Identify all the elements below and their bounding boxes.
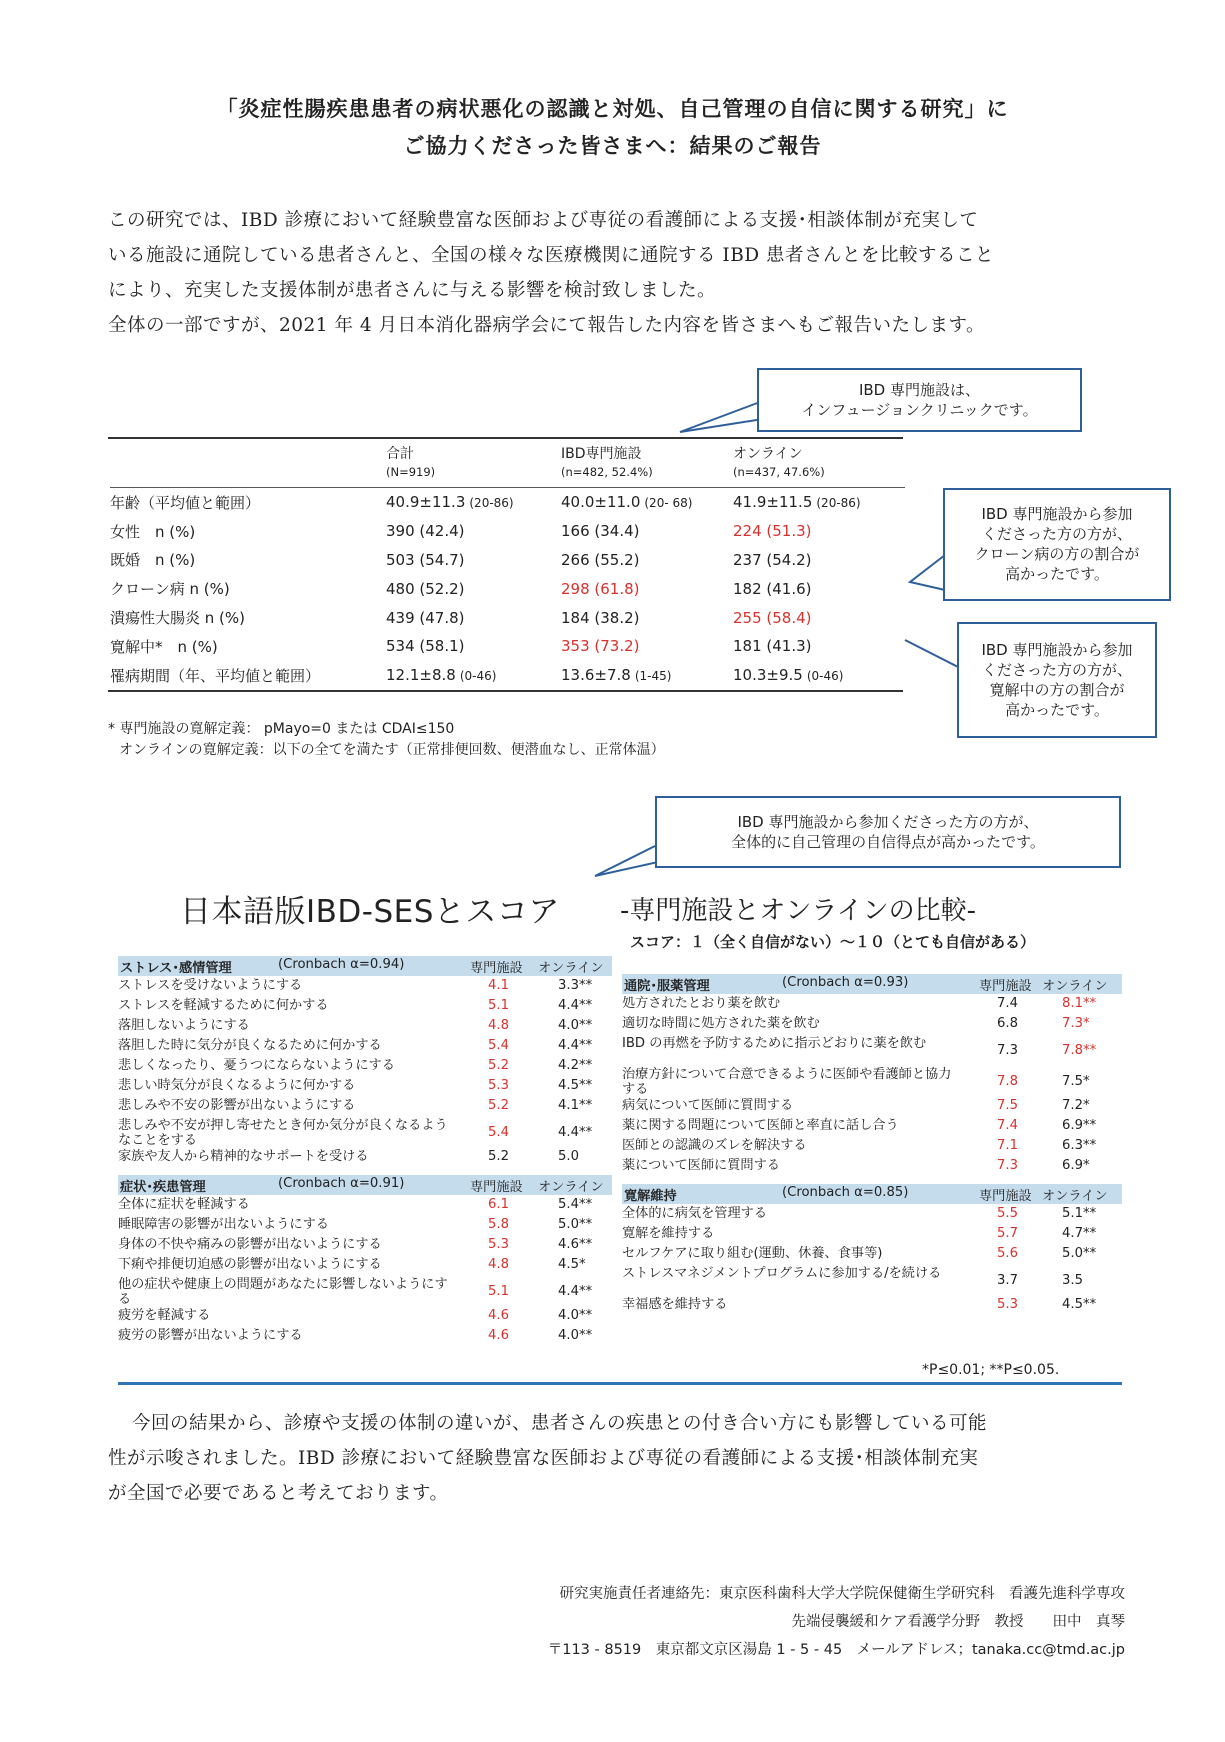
ses-section <box>118 1175 612 1346</box>
report-title-line2: ご協力くださった皆さまへ：結果のご報告 <box>403 134 822 158</box>
ses-item-row <box>622 1244 1122 1264</box>
demographics-table <box>110 439 905 690</box>
callout-text: くださった方の方が、 <box>981 525 1132 543</box>
demo-cell-label: 罹病期間（年、平均値と範囲） <box>110 666 321 685</box>
ses-item-row <box>622 1156 1122 1176</box>
ses-section-header <box>118 1175 612 1195</box>
contact-footer <box>225 1580 1125 1664</box>
footer-line2: 先端侵襲緩和ケア看護学分野 教授 田中 真琴 <box>791 1614 1125 1630</box>
ses-item-online-score: 4.6** <box>558 1237 593 1252</box>
ses-section-name: 寛解維持 <box>624 1189 677 1204</box>
callout-crohn <box>943 488 1171 601</box>
ses-item-online-score: 8.1** <box>1062 996 1097 1011</box>
ses-item-row <box>118 996 612 1016</box>
ses-item-label: 幸福感を維持する <box>622 1297 728 1312</box>
ses-col-online: オンライン <box>1042 979 1108 994</box>
intro-line: いる施設に通院している患者さんと、全国の様々な医療機関に通院する IBD 患者さんとを比較すること <box>108 245 995 266</box>
ses-item-label: 身体の不快や痛みの影響が出ないようにする <box>118 1237 382 1252</box>
ses-item-ibd-score: 4.8 <box>488 1018 509 1033</box>
ses-item-online-score: 4.0** <box>558 1308 593 1323</box>
demo-header-ibd: IBD専門施設 (n=482, 52.4%) <box>561 446 653 479</box>
ses-item-ibd-score: 5.3 <box>997 1297 1018 1312</box>
ses-item-ibd-score: 7.4 <box>997 996 1018 1011</box>
ses-item-online-score: 5.0** <box>558 1217 593 1232</box>
ses-item-ibd-score: 5.3 <box>488 1078 509 1093</box>
ses-item-label: 治療方針について合意できるように医師や看護師と協力する <box>622 1067 952 1097</box>
ses-item-label: 家族や友人から精神的なサポートを受ける <box>118 1149 369 1164</box>
ses-item-label: 他の症状や健康上の問題があなたに影響しないようにする <box>118 1277 448 1307</box>
demo-cell-label: 女性 n (%) <box>110 522 196 541</box>
demo-cell-online: 237 (54.2) <box>733 550 812 569</box>
ses-col-online: オンライン <box>538 961 604 976</box>
ses-item-online-score: 4.4** <box>558 998 593 1013</box>
callout-text: クローン病の方の割合が <box>974 545 1140 563</box>
ses-subtitle: -専門施設とオンラインの比較- <box>620 896 976 926</box>
conclusion-line: 性が示唆されました。IBD 診療において経験豊富な医師および専従の看護師による支援･相談体制充実 <box>108 1448 979 1469</box>
demo-cell-online: 41.9±11.5 (20-86) <box>733 493 861 512</box>
demo-cell-ibd: 13.6±7.8 (1-45) <box>561 666 672 685</box>
demo-row <box>110 546 905 575</box>
demo-row <box>110 661 905 690</box>
ses-item-online-score: 6.9** <box>1062 1118 1097 1133</box>
ses-section <box>622 1184 1122 1315</box>
ses-item-online-score: 4.0** <box>558 1328 593 1343</box>
ses-item-row <box>118 1235 612 1255</box>
ses-item-ibd-score: 5.8 <box>488 1217 509 1232</box>
demo-row <box>110 574 905 603</box>
demo-cell-ibd: 353 (73.2) <box>561 637 640 656</box>
ses-item-online-score: 6.9* <box>1062 1158 1090 1173</box>
ses-item-row <box>118 1195 612 1215</box>
ses-item-online-score: 4.4** <box>558 1125 593 1140</box>
demo-cell-total: 439 (47.8) <box>386 608 465 627</box>
ses-section <box>622 974 1122 1176</box>
ses-item-ibd-score: 4.8 <box>488 1257 509 1272</box>
remission-note-line1: * 専門施設の寛解定義： pMayo=0 または CDAI≤150 <box>108 721 455 737</box>
demo-cell-total: 480 (52.2) <box>386 579 465 598</box>
ses-item-label: ストレスを軽減するために何かする <box>118 998 329 1013</box>
ses-item-row <box>118 1096 612 1116</box>
ses-item-row <box>118 1076 612 1096</box>
ses-item-ibd-score: 7.3 <box>997 1158 1018 1173</box>
ses-item-row <box>622 1224 1122 1244</box>
ses-item-ibd-score: 6.8 <box>997 1016 1018 1031</box>
callout-text: インフュージョンクリニックです。 <box>801 401 1038 419</box>
ses-item-online-score: 5.1** <box>1062 1206 1097 1221</box>
ses-item-label: 悲しみや不安の影響が出ないようにする <box>118 1098 356 1113</box>
ses-item-row <box>622 1096 1122 1116</box>
ses-item-ibd-score: 6.1 <box>488 1197 509 1212</box>
demo-cell-label: 寛解中* n (%) <box>110 637 218 656</box>
demo-row <box>110 632 905 661</box>
ses-item-row <box>622 1034 1122 1065</box>
ses-item-ibd-score: 7.3 <box>997 1043 1018 1058</box>
ses-item-label: 薬に関する問題について医師と率直に話し合う <box>622 1118 899 1133</box>
ses-item-online-score: 7.5* <box>1062 1074 1090 1089</box>
callout-text: IBD 専門施設から参加くださった方の方が、 <box>737 813 1039 831</box>
demo-row <box>110 603 905 632</box>
ses-item-online-score: 4.5** <box>1062 1297 1097 1312</box>
ses-item-label: 全体的に病気を管理する <box>622 1206 768 1221</box>
ses-item-ibd-score: 7.4 <box>997 1118 1018 1133</box>
ses-item-row <box>118 1215 612 1235</box>
demo-row <box>110 517 905 546</box>
ses-item-online-score: 5.4** <box>558 1197 593 1212</box>
ses-section-name: ストレス･感情管理 <box>120 961 232 976</box>
callout-text: 全体的に自己管理の自信得点が高かったです。 <box>731 833 1045 851</box>
ses-item-ibd-score: 7.5 <box>997 1098 1018 1113</box>
callout-text: くださった方の方が、 <box>981 661 1132 679</box>
demo-header-online: オンライン (n=437, 47.6%) <box>733 446 825 479</box>
demo-cell-online: 181 (41.3) <box>733 637 812 656</box>
ses-item-row <box>622 1014 1122 1034</box>
ses-section-alpha: (Cronbach α=0.93) <box>782 975 909 990</box>
callout-text: IBD 専門施設から参加 <box>981 641 1133 659</box>
ses-item-ibd-score: 5.6 <box>997 1246 1018 1261</box>
ses-item-label: IBD の再燃を予防するために指示どおりに薬を飲む <box>622 1036 927 1051</box>
demo-cell-label: 年齢（平均値と範囲） <box>110 493 261 512</box>
ses-item-row <box>118 976 612 996</box>
ses-item-online-score: 4.7** <box>1062 1226 1097 1241</box>
demographics-table-rule-bottom <box>108 690 903 692</box>
ses-item-row <box>118 1036 612 1056</box>
ses-item-ibd-score: 4.6 <box>488 1308 509 1323</box>
ses-item-ibd-score: 5.2 <box>488 1149 509 1164</box>
ses-item-ibd-score: 7.1 <box>997 1138 1018 1153</box>
ses-col-online: オンライン <box>1042 1189 1108 1204</box>
demo-row <box>110 488 905 517</box>
ses-item-ibd-score: 3.7 <box>997 1273 1018 1288</box>
demo-cell-ibd: 184 (38.2) <box>561 608 640 627</box>
ses-item-row <box>118 1306 612 1326</box>
ses-section-header <box>622 1184 1122 1204</box>
ses-item-label: ストレスを受けないようにする <box>118 978 303 993</box>
conclusion-paragraph <box>108 1406 1118 1511</box>
conclusion-line: 今回の結果から、診療や支援の体制の違いが、患者さんの疾患との付き合い方にも影響している可能 <box>132 1413 988 1434</box>
ses-item-row <box>118 1016 612 1036</box>
ses-item-online-score: 7.2* <box>1062 1098 1090 1113</box>
callout-text: IBD 専門施設は、 <box>858 381 981 399</box>
ses-col-ibd: 専門施設 <box>979 979 1032 994</box>
ses-item-label: 悲しくなったり、憂うつにならないようにする <box>118 1058 395 1073</box>
ses-item-label: 処方されたとおり薬を飲む <box>622 996 781 1011</box>
ses-item-ibd-score: 4.1 <box>488 978 509 993</box>
demo-cell-label: クローン病 n (%) <box>110 580 230 599</box>
ses-section-alpha: (Cronbach α=0.91) <box>278 1176 405 1191</box>
ses-item-ibd-score: 5.2 <box>488 1098 509 1113</box>
remission-note <box>108 719 665 761</box>
ses-item-ibd-score: 5.7 <box>997 1226 1018 1241</box>
ses-right-column <box>622 974 1122 1315</box>
report-title-line1: 「炎症性腸疾患患者の病状悪化の認識と対処、自己管理の自信に関する研究」に <box>216 97 1009 121</box>
ses-item-ibd-score: 7.8 <box>997 1074 1018 1089</box>
demo-cell-total: 503 (54.7) <box>386 550 465 569</box>
ses-col-online: オンライン <box>538 1180 604 1195</box>
ses-item-row <box>118 1255 612 1275</box>
demo-cell-ibd: 266 (55.2) <box>561 550 640 569</box>
ses-item-label: 下痢や排便切迫感の影響が出ないようにする <box>118 1257 382 1272</box>
demo-cell-total: 390 (42.4) <box>386 522 465 541</box>
demo-cell-online: 224 (51.3) <box>733 522 812 541</box>
demo-cell-online: 10.3±9.5 (0-46) <box>733 666 844 685</box>
demo-cell-total: 12.1±8.8 (0-46) <box>386 666 497 685</box>
ses-item-label: 悲しい時気分が良くなるように何かする <box>118 1078 356 1093</box>
intro-line: 全体の一部ですが、2021 年 4 月日本消化器病学会にて報告した内容を皆さまへもご報告いたします。 <box>108 315 986 336</box>
callout-selfmgmt <box>655 796 1121 868</box>
callout-text: 高かったです。 <box>1005 565 1109 583</box>
demo-cell-label: 潰瘍性大腸炎 n (%) <box>110 609 246 628</box>
ses-item-row <box>622 994 1122 1014</box>
ses-item-label: 睡眠障害の影響が出ないようにする <box>118 1217 329 1232</box>
ses-item-online-score: 4.4** <box>558 1284 593 1299</box>
ses-item-row <box>118 1275 612 1306</box>
ses-item-label: ストレスマネジメントプログラムに参加する/を続ける <box>622 1266 942 1281</box>
ses-item-ibd-score: 4.6 <box>488 1328 509 1343</box>
ses-item-ibd-score: 5.4 <box>488 1038 509 1053</box>
ses-item-ibd-score: 5.1 <box>488 998 509 1013</box>
demo-cell-ibd: 40.0±11.0 (20- 68) <box>561 493 693 512</box>
ses-item-online-score: 4.5** <box>558 1078 593 1093</box>
ses-col-ibd: 専門施設 <box>979 1189 1032 1204</box>
ses-item-online-score: 5.0 <box>558 1149 579 1164</box>
ses-item-label: 落胆しないようにする <box>118 1018 250 1033</box>
ses-item-label: 病気について医師に質問する <box>622 1098 794 1113</box>
footer-line3: 〒113 - 8519 東京都文京区湯島 1 - 5 - 45 メールアドレス；tanaka.cc@tmd.ac.jp <box>547 1642 1125 1658</box>
ses-item-label: 悲しみや不安が押し寄せたとき何か気分が良くなるようなことをする <box>118 1118 448 1148</box>
ses-item-label: セルフケアに取り組む(運動、休養、食事等) <box>622 1246 883 1261</box>
demo-cell-ibd: 166 (34.4) <box>561 522 640 541</box>
ses-col-ibd: 専門施設 <box>470 961 523 976</box>
p-value-note: *P≤0.01; **P≤0.05. <box>922 1362 1060 1378</box>
ses-item-online-score: 7.8** <box>1062 1043 1097 1058</box>
ses-item-ibd-score: 5.5 <box>997 1206 1018 1221</box>
remission-note-line2: オンラインの寛解定義：以下の全てを満たす（正常排便回数、便潜血なし、正常体温） <box>119 742 665 758</box>
ses-item-online-score: 4.2** <box>558 1058 593 1073</box>
ses-item-label: 疲労の影響が出ないようにする <box>118 1328 303 1343</box>
conclusion-line: が全国で必要であると考えております。 <box>108 1483 449 1504</box>
demo-cell-online: 255 (58.4) <box>733 608 812 627</box>
ses-item-label: 薬について医師に質問する <box>622 1158 780 1173</box>
ses-section-header <box>118 956 612 976</box>
ses-item-online-score: 6.3** <box>1062 1138 1097 1153</box>
demo-cell-total: 40.9±11.3 (20-86) <box>386 493 514 512</box>
intro-line: この研究では、IBD 診療において経験豊富な医師および専従の看護師による支援･相談体制が充実して <box>108 210 979 231</box>
ses-item-row <box>118 1147 612 1167</box>
ses-item-ibd-score: 5.3 <box>488 1237 509 1252</box>
ses-item-online-score: 5.0** <box>1062 1246 1097 1261</box>
demo-cell-ibd: 298 (61.8) <box>561 579 640 598</box>
ses-item-label: 疲労を軽減する <box>118 1308 211 1323</box>
ses-title: 日本語版IBD-SESとスコア <box>180 894 560 930</box>
ses-section-alpha: (Cronbach α=0.85) <box>782 1185 909 1200</box>
demo-cell-label: 既婚 n (%) <box>110 551 196 570</box>
ses-item-online-score: 4.0** <box>558 1018 593 1033</box>
ses-item-row <box>622 1264 1122 1295</box>
demo-header-empty <box>110 439 386 488</box>
ses-item-online-score: 3.5 <box>1062 1273 1083 1288</box>
callout-text: IBD 専門施設から参加 <box>981 505 1133 523</box>
ses-bottom-rule <box>118 1382 1122 1385</box>
ses-section <box>118 956 612 1167</box>
ses-item-online-score: 3.3** <box>558 978 593 993</box>
demo-cell-total: 534 (58.1) <box>386 637 465 656</box>
demo-header-total: 合計 (N=919) <box>386 446 436 479</box>
ses-col-ibd: 専門施設 <box>470 1180 523 1195</box>
ses-item-row <box>118 1056 612 1076</box>
callout-text: 高かったです。 <box>1005 701 1109 719</box>
ses-item-row <box>622 1295 1122 1315</box>
ses-item-row <box>118 1116 612 1147</box>
ses-left-column <box>118 956 612 1346</box>
ses-section-header <box>622 974 1122 994</box>
intro-line: により、充実した支援体制が患者さんに与える影響を検討致しました。 <box>108 280 717 301</box>
ses-section-alpha: (Cronbach α=0.94) <box>278 957 405 972</box>
footer-line1: 研究実施責任者連絡先：東京医科歯科大学大学院保健衛生学研究科 看護先進科学専攻 <box>559 1586 1125 1602</box>
ses-item-ibd-score: 5.4 <box>488 1125 509 1140</box>
ses-item-label: 適切な時間に処方された薬を飲む <box>622 1016 820 1031</box>
ses-item-ibd-score: 5.1 <box>488 1284 509 1299</box>
ses-item-online-score: 7.3* <box>1062 1016 1090 1031</box>
demo-cell-online: 182 (41.6) <box>733 579 812 598</box>
ses-scale: スコア：１（全く自信がない）～１０（とても自信がある） <box>630 933 1036 951</box>
ses-section-name: 通院･服薬管理 <box>624 979 710 994</box>
ses-item-row <box>118 1326 612 1346</box>
callout-infusion <box>757 368 1082 432</box>
ses-item-online-score: 4.5* <box>558 1257 586 1272</box>
ses-item-row <box>622 1065 1122 1096</box>
ses-item-online-score: 4.1** <box>558 1098 593 1113</box>
ses-section-name: 症状･疾患管理 <box>120 1180 206 1195</box>
ses-item-ibd-score: 5.2 <box>488 1058 509 1073</box>
ses-item-label: 全体に症状を軽減する <box>118 1197 250 1212</box>
ses-item-row <box>622 1136 1122 1156</box>
callout-text: 寛解中の方の割合が <box>989 681 1125 699</box>
callout-remission <box>957 622 1157 738</box>
ses-item-row <box>622 1116 1122 1136</box>
ses-item-online-score: 4.4** <box>558 1038 593 1053</box>
ses-item-row <box>622 1204 1122 1224</box>
ses-item-label: 医師との認識のズレを解決する <box>622 1138 807 1153</box>
ses-item-label: 寛解を維持する <box>622 1226 715 1241</box>
ses-item-label: 落胆した時に気分が良くなるために何かする <box>118 1038 382 1053</box>
